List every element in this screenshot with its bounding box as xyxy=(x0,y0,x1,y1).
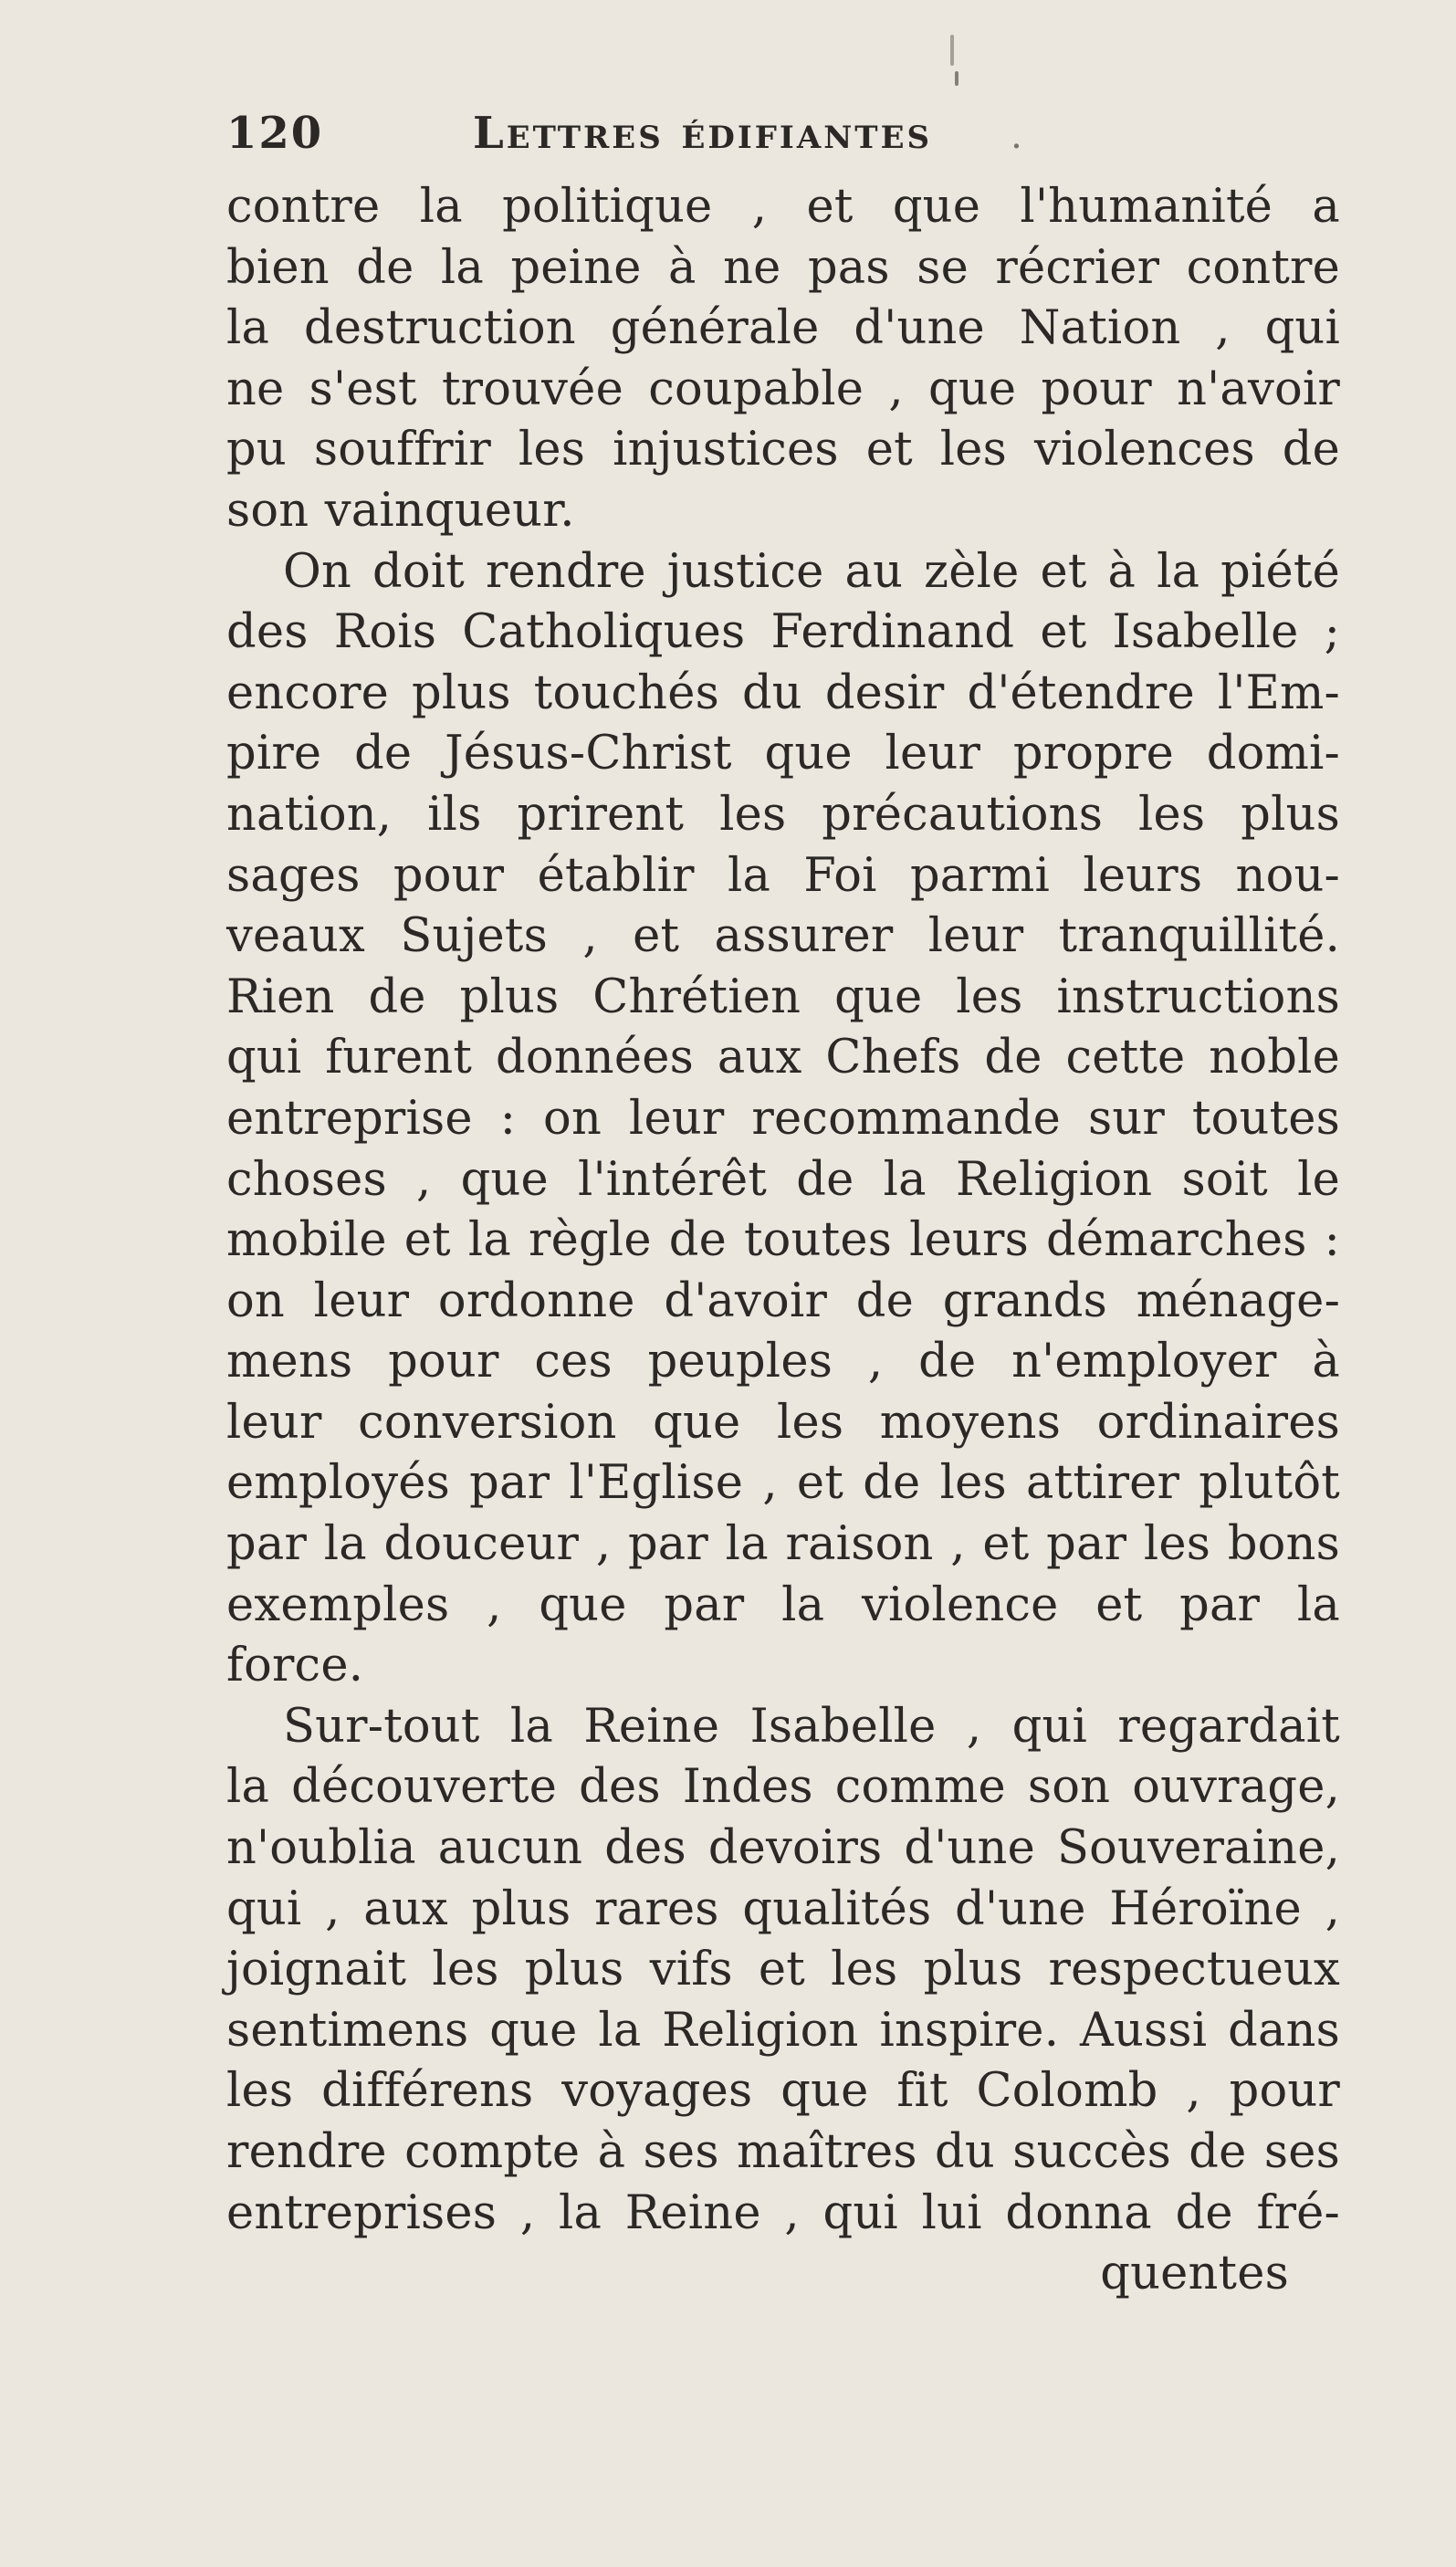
text-line: on leur ordonne d'avoir de grands ménage- xyxy=(226,1273,1340,1328)
text-line: entreprises , la Reine , qui lui donna de fré- xyxy=(226,2185,1340,2240)
ink-fleck xyxy=(955,71,958,86)
text-line: encore plus touchés du desir d'étendre l'Em- xyxy=(226,665,1340,720)
text-line: joignait les plus vifs et les plus respectueux xyxy=(226,1943,1340,1997)
paragraph-start: On doit rendre justice au zèle et à la piété xyxy=(283,544,1340,599)
text-line: contre la politique , et que l'humanité a xyxy=(226,180,1340,234)
text-line: qui , aux plus rares qualités d'une Héroïne , xyxy=(226,1881,1340,1936)
ink-fleck xyxy=(950,35,954,66)
text-line: rendre compte à ses maîtres du succès de ses xyxy=(226,2125,1340,2179)
text-line: n'oublia aucun des devoirs d'une Souveraine, xyxy=(226,1821,1340,1876)
text-line: employés par l'Eglise , et de les attirer plutôt xyxy=(226,1456,1340,1511)
text-line: Rien de plus Chrétien que les instructions xyxy=(226,969,1340,1024)
text-line: veaux Sujets , et assurer leur tranquillité. xyxy=(226,909,1340,964)
catchword: quentes xyxy=(1100,2247,1289,2301)
text-line: la destruction générale d'une Nation , qui xyxy=(226,301,1340,356)
text-line: mobile et la règle de toutes leurs démarches : xyxy=(226,1213,1340,1268)
paragraph-start: Sur-tout la Reine Isabelle , qui regardait xyxy=(283,1699,1340,1754)
text-line: sentimens que la Religion inspire. Aussi dans xyxy=(226,2003,1340,2058)
text-line: pu souffrir les injustices et les violences de xyxy=(226,423,1340,477)
text-line: choses , que l'intérêt de la Religion soit le xyxy=(226,1152,1340,1207)
text-line: ne s'est trouvée coupable , que pour n'avoir xyxy=(226,361,1340,416)
text-line: nation, ils prirent les précautions les plus xyxy=(226,787,1340,842)
text-line: force. xyxy=(226,1639,364,1693)
page-number: 120 xyxy=(226,108,324,159)
text-line: son vainqueur. xyxy=(226,483,575,538)
text-line: entreprise : on leur recommande sur toutes xyxy=(226,1091,1340,1146)
text-line: sages pour établir la Foi parmi leurs nou- xyxy=(226,848,1340,903)
text-line: pire de Jésus-Christ que leur propre domi- xyxy=(226,727,1340,781)
text-line: mens pour ces peuples , de n'employer à xyxy=(226,1335,1340,1389)
text-line: exemples , que par la violence et par la xyxy=(226,1577,1340,1632)
text-line: qui furent données aux Chefs de cette noble xyxy=(226,1031,1340,1085)
text-line: par la douceur , par la raison , et par les bons xyxy=(226,1517,1340,1572)
text-line: la découverte des Indes comme son ouvrage, xyxy=(226,1760,1340,1815)
text-line: bien de la peine à ne pas se récrier contre xyxy=(226,240,1340,295)
text-line: les différens voyages que fit Colomb , pour xyxy=(226,2064,1340,2119)
text-line: leur conversion que les moyens ordinaires xyxy=(226,1395,1340,1450)
running-title: Lettres édifiantes xyxy=(473,108,933,159)
body-text xyxy=(226,177,1340,2305)
text-line: des Rois Catholiques Ferdinand et Isabelle ; xyxy=(226,605,1340,660)
header-mark: . xyxy=(1011,115,1022,157)
